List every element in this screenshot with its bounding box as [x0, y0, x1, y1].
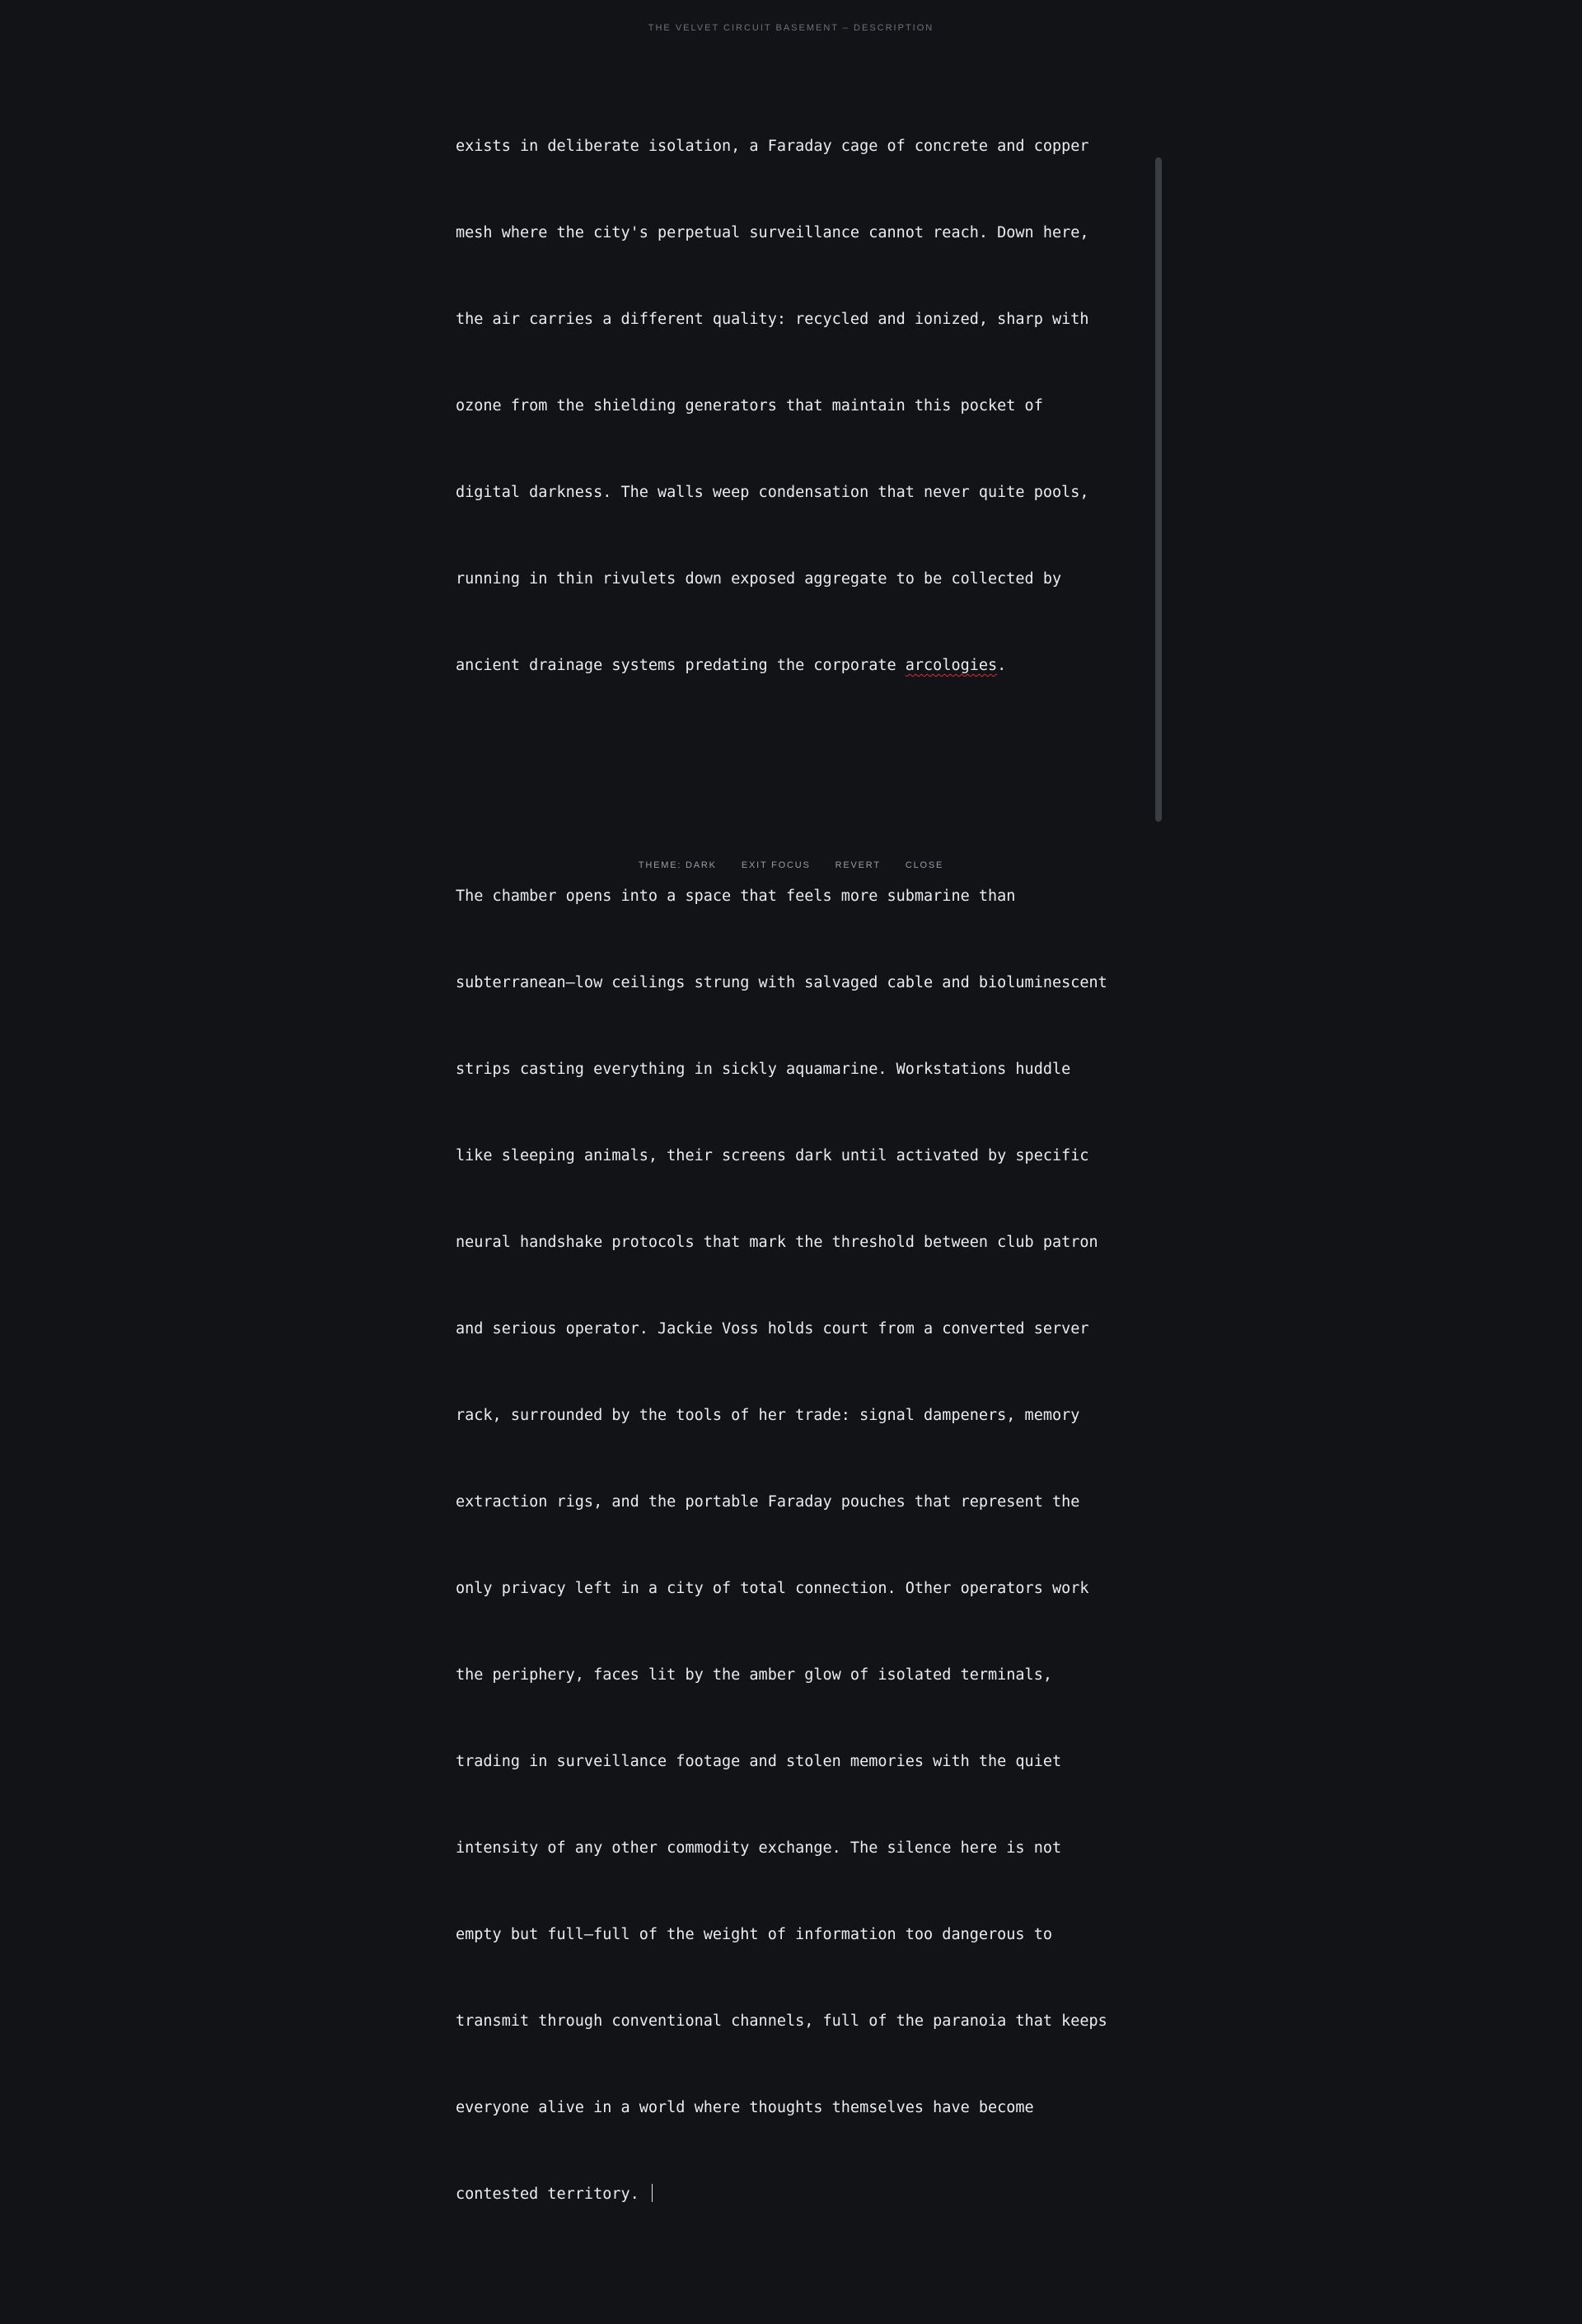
- text-line: and serious operator. Jackie Voss holds court from a converted server: [456, 1320, 1089, 1338]
- text-line: ozone from the shielding generators that maintain this pocket of: [456, 397, 1043, 415]
- text-line: extraction rigs, and the portable Faraday pouches that represent the: [456, 1493, 1080, 1511]
- document-title: THE VELVET CIRCUIT BASEMENT – DESCRIPTION: [648, 23, 934, 33]
- text-line: running in thin rivulets down exposed aggregate to be collected by: [456, 570, 1062, 588]
- close-button[interactable]: CLOSE: [905, 860, 944, 870]
- text-segment: .: [997, 657, 1007, 674]
- text-line: [456, 651, 1131, 680]
- text-line: mesh where the city's perpetual surveillance cannot reach. Down here,: [456, 224, 1089, 241]
- scrollbar-thumb[interactable]: [1155, 157, 1162, 822]
- text-line: neural handshake protocols that mark the threshold between club patron: [456, 1234, 1098, 1251]
- footer-toolbar: [0, 860, 1582, 870]
- text-line: [456, 2180, 1131, 2209]
- paragraph-1: [456, 74, 1131, 738]
- text-line: transmit through conventional channels, full of the paranoia that keeps: [456, 2012, 1107, 2030]
- text-line: subterranean—low ceilings strung with salvaged cable and bioluminescent: [456, 974, 1107, 991]
- theme-toggle-button[interactable]: THEME: DARK: [638, 860, 717, 870]
- text-line: only privacy left in a city of total connection. Other operators work: [456, 1580, 1089, 1597]
- exit-focus-button[interactable]: EXIT FOCUS: [741, 860, 811, 870]
- document-body[interactable]: [456, 16, 1131, 2324]
- text-line: the periphery, faces lit by the amber glow of isolated terminals,: [456, 1666, 1052, 1684]
- text-line: exists in deliberate isolation, a Faraday cage of concrete and copper: [456, 138, 1089, 155]
- text-line: rack, surrounded by the tools of her trade: signal dampeners, memory: [456, 1407, 1080, 1424]
- text-segment: contested territory.: [456, 2186, 648, 2203]
- misspelled-word[interactable]: arcologies: [905, 657, 998, 674]
- text-cursor: [652, 2184, 653, 2202]
- paragraph-2: [456, 824, 1131, 2266]
- text-line: like sleeping animals, their screens dark until activated by specific: [456, 1147, 1089, 1164]
- text-line: everyone alive in a world where thoughts themselves have become: [456, 2099, 1034, 2116]
- text-line: the air carries a different quality: recycled and ionized, sharp with: [456, 311, 1089, 328]
- text-line: empty but full—full of the weight of information too dangerous to: [456, 1926, 1052, 1943]
- text-line: trading in surveillance footage and stolen memories with the quiet: [456, 1753, 1062, 1770]
- revert-button[interactable]: REVERT: [835, 860, 881, 870]
- text-line: intensity of any other commodity exchange. The silence here is not: [456, 1839, 1062, 1857]
- text-line: strips casting everything in sickly aquamarine. Workstations huddle: [456, 1061, 1071, 1078]
- text-segment: ancient drainage systems predating the corporate: [456, 657, 906, 674]
- text-line: The chamber opens into a space that feels more submarine than: [456, 888, 1016, 905]
- text-line: digital darkness. The walls weep condensation that never quite pools,: [456, 484, 1089, 501]
